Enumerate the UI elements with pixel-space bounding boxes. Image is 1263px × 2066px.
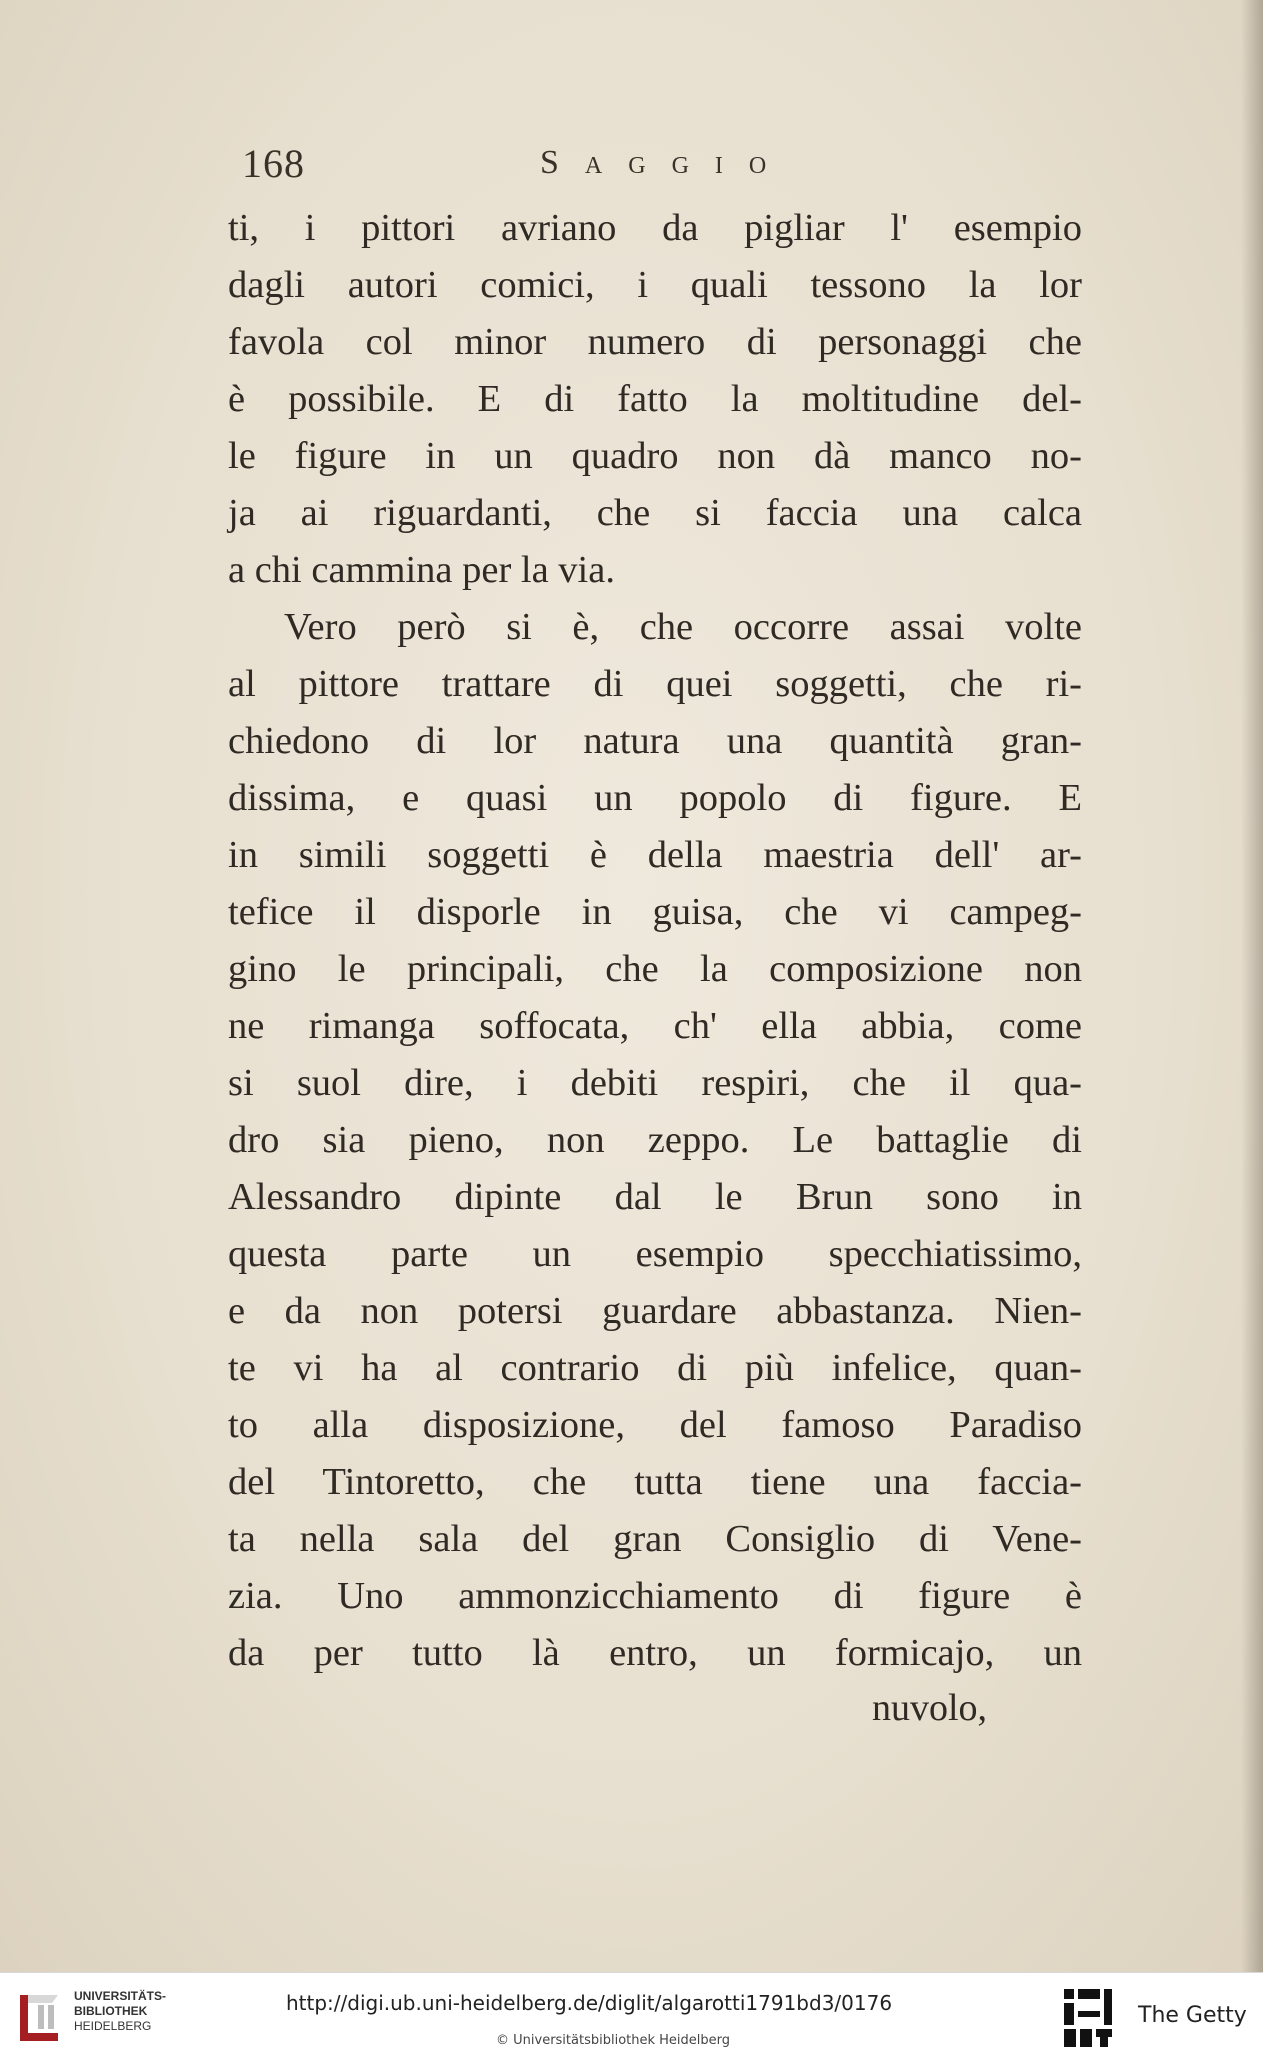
text-line: tefice il disporle in guisa, che vi campeg- xyxy=(228,891,1082,933)
text-line: Vero però si è, che occorre assai volte xyxy=(284,606,1082,648)
library-line-2: BIBLIOTHEK xyxy=(74,2004,148,2018)
text-line: to alla disposizione, del famoso Paradiso xyxy=(228,1404,1082,1446)
text-line: ne rimanga soffocata, ch' ella abbia, come xyxy=(228,1005,1082,1047)
text-line: al pittore trattare di quei soggetti, che ri- xyxy=(228,663,1082,705)
university-library-logo-icon xyxy=(14,1985,74,2047)
catchword: nuvolo, xyxy=(872,1687,988,1729)
text-line: si suol dire, i debiti respiri, che il qua- xyxy=(228,1062,1082,1104)
library-line-1: UNIVERSITÄTS- xyxy=(74,1989,167,2003)
text-line: gino le principali, che la composizione non xyxy=(228,948,1082,990)
text-line: questa parte un esempio specchiatissimo, xyxy=(228,1233,1082,1275)
text-line: ta nella sala del gran Consiglio di Vene- xyxy=(228,1518,1082,1560)
text-line: ti, i pittori avriano da pigliar l' esempio xyxy=(228,207,1082,249)
footer-bar xyxy=(0,1972,1263,2066)
text-line: zia. Uno ammonzicchiamento di figure è xyxy=(228,1575,1082,1617)
text-line: Alessandro dipinte dal le Brun sono in xyxy=(228,1176,1082,1218)
getty-logo-icon xyxy=(1060,1985,1116,2051)
partner-name: The Getty xyxy=(1138,2003,1247,2028)
text-line: e da non potersi guardare abbastanza. Nien- xyxy=(228,1290,1082,1332)
text-line: dissima, e quasi un popolo di figure. E xyxy=(228,777,1082,819)
library-name xyxy=(74,1989,166,2034)
library-line-3: HEIDELBERG xyxy=(74,2019,152,2033)
text-line: da per tutto là entro, un formicajo, un xyxy=(228,1632,1082,1674)
text-line: in simili soggetti è della maestria dell' ar- xyxy=(228,834,1082,876)
text-line: favola col minor numero di personaggi che xyxy=(228,321,1082,363)
text-line: a chi cammina per la via. xyxy=(228,549,615,591)
text-line: le figure in un quadro non dà manco no- xyxy=(228,435,1082,477)
text-line: dagli autori comici, i quali tessono la lor xyxy=(228,264,1082,306)
permalink-url[interactable]: http://digi.ub.uni-heidelberg.de/diglit/algarotti1791bd3/0176 xyxy=(286,1991,893,2015)
text-line: ja ai riguardanti, che si faccia una calca xyxy=(228,492,1082,534)
running-title: Saggio xyxy=(540,144,793,181)
page-number: 168 xyxy=(242,141,305,186)
text-line: dro sia pieno, non zeppo. Le battaglie di xyxy=(228,1119,1082,1161)
text-line: te vi ha al contrario di più infelice, quan- xyxy=(228,1347,1082,1389)
text-line: è possibile. E di fatto la moltitudine del- xyxy=(228,378,1082,420)
body-text xyxy=(228,200,1082,1682)
text-line: chiedono di lor natura una quantità gran- xyxy=(228,720,1082,762)
copyright-notice: © Universitätsbibliothek Heidelberg xyxy=(496,2033,731,2048)
text-line: del Tintoretto, che tutta tiene una faccia- xyxy=(228,1461,1082,1503)
running-head xyxy=(242,140,1092,200)
